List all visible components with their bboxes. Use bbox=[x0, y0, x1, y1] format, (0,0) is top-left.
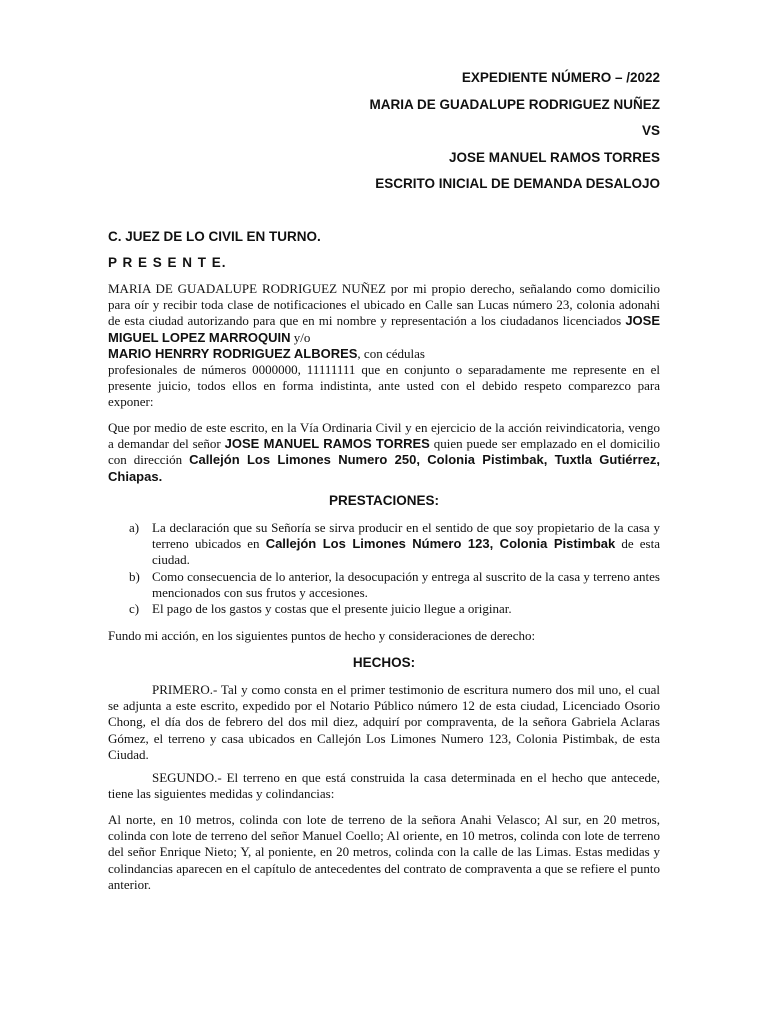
presente-label: P R E S E N T E. bbox=[108, 255, 227, 270]
intro-text-2: , con cédulas bbox=[357, 345, 425, 361]
demand-defendant-name: JOSE MANUEL RAMOS TORRES bbox=[224, 436, 430, 452]
fundo-paragraph: Fundo mi acción, en los siguientes puntos de hecho y consideraciones de derecho: bbox=[108, 628, 536, 643]
list-text: Como consecuencia de lo anterior, la desocupación y entrega al suscrito de la casa y terreno antes mencionados con sus frutos y accesiones. bbox=[152, 568, 660, 600]
plaintiff-name: MARIA DE GUADALUPE RODRIGUEZ NUÑEZ bbox=[369, 97, 660, 112]
list-text: La declaración que su Señoría se sirva producir en el sentido de que soy propietario de la casa y terreno ubicados en bbox=[152, 520, 660, 552]
demand-address: Callejón Los Limones Numero 250, Colonia Pistimbak, Tuxtla Gutiérrez, Chiapas. bbox=[108, 452, 660, 484]
list-text: El pago de los gastos y costas que el presente juicio llegue a originar. bbox=[152, 601, 512, 617]
judge-addressee: C. JUEZ DE LO CIVIL EN TURNO. bbox=[108, 229, 321, 244]
prestaciones-list bbox=[108, 520, 660, 617]
prestaciones-title: PRESTACIONES: bbox=[328, 493, 439, 508]
lawyer-name-1: JOSE MIGUEL LOPEZ MARROQUIN bbox=[108, 313, 660, 345]
demand-text: Que por medio de este escrito, en la Vía Ordinaria Civil y en ejercicio de la acción reivindicatoria, vengo a demandar del señor bbox=[108, 420, 660, 452]
intro-paragraph bbox=[108, 281, 660, 411]
list-marker: c) bbox=[129, 601, 140, 617]
versus-label: VS bbox=[641, 123, 660, 138]
expediente-number: EXPEDIENTE NÚMERO – /2022 bbox=[461, 70, 660, 85]
list-text: de esta ciudad. bbox=[152, 536, 661, 568]
hecho-primero: PRIMERO.- Tal y como consta en el primer testimonio de escritura numero dos mil uno, el cual se adjunta a este escrito, expedido por el Notario Público número 12 de esta ciudad, Licenciado Osorio Chong, el día dos de febrero del dos mil diez, adquirí por compraventa, de la señora Gabriela Aclaras Gómez, el terreno y casa ubicados en Callejón Los Limones Numero 123, Colonia Pistimbak, de esta Ciudad. bbox=[108, 682, 660, 762]
intro-text-3: profesionales de números 0000000, 11111111 que en conjunto o separadamente me represente en el presente juicio, todos ellos en forma indistinta, ante usted con el debido respeto comparezco para exponer: bbox=[108, 362, 660, 410]
list-marker: a) bbox=[129, 520, 140, 535]
list-marker: b) bbox=[129, 568, 140, 584]
hecho-segundo: SEGUNDO.- El terreno en que está construida la casa determinada en el hecho que antecede, tiene las siguientes medidas y colindancias: bbox=[108, 770, 660, 802]
list-item bbox=[108, 569, 660, 601]
hechos-title: HECHOS: bbox=[352, 655, 416, 670]
demand-text-2: quien puede ser emplazado en el domicilio con dirección bbox=[108, 436, 661, 468]
list-item bbox=[108, 601, 660, 617]
document-type: ESCRITO INICIAL DE DEMANDA DESALOJO bbox=[375, 176, 660, 191]
intro-text: MARIA DE GUADALUPE RODRIGUEZ NUÑEZ por mi propio derecho, señalando como domicilio para oír y recibir toda clase de notificaciones el ubicado en Calle san Lucas número 23, colonia adonahi de esta ciudad autorizando para que en mi nombre y representación a los ciudadanos licenciados bbox=[108, 281, 660, 329]
defendant-name: JOSE MANUEL RAMOS TORRES bbox=[448, 150, 660, 165]
lawyer-name-2: MARIO HENRRY RODRIGUEZ ALBORES bbox=[108, 345, 358, 361]
list-bold-address: Callejón Los Limones Número 123, Colonia Pistimbak bbox=[265, 536, 616, 552]
list-item bbox=[108, 520, 660, 569]
demand-paragraph bbox=[108, 420, 660, 485]
medidas-paragraph: Al norte, en 10 metros, colinda con lote de terreno de la señora Anahi Velasco; Al sur, en 20 metros, colinda con lote de terreno del señor Manuel Coello; Al oriente, en 10 metros, colinda con lote de terreno del señor Enrique Nieto; Y, al poniente, en 20 metros, colinda con la calle de las Limas. Estas medidas y colindancias aparecen en el capítulo de antecedentes del contrato de compraventa a que se refiere el punto anterior. bbox=[108, 812, 660, 892]
intro-conjunction: y/o bbox=[290, 329, 311, 345]
